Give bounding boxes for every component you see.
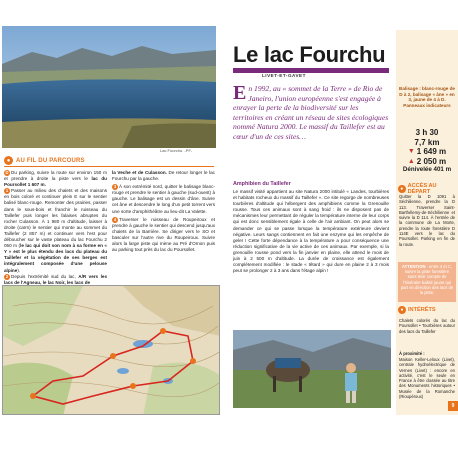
lake-photo	[2, 26, 216, 148]
duration-stat: 3 h 30	[415, 128, 439, 137]
route-step-2-cont: la Veche et de Culasson. De retour longer le lac Fourchu par la gauche.	[112, 170, 215, 182]
intro-paragraph: En 1992, au « sommet de la Terre » de Rio de Janeiro, l'union européenne s'est engagée à enrayer la perte de la biodiversité sur les territoires en créant un réseau de sites écologiques nommé Natura 2000. Le massif du Taillefer est au cœur d'un de ces sites…	[233, 82, 389, 141]
amphibian-text: Le massif visité appartient au site Natura 2000 intitulé « Landes, tourbières et habitats rocheux du massif du Taillefer ». Ce site regorge de nombreuses tourbières d'altitude qui hébergent des amphibiens comme la Grenouille rousse. Tous ces animaux sont à sang froid : ils ne disposent pas de mécanismes leur permettant de réguler la température interne de leur corps qui est donc sensiblement égale à celle de l'air ambiant. On peut alors se demander ce qui se passe lorsque la température extérieure devient négative. Leurs sangs contiennent en fait une enzyme qui les empêche de geler ! Cette forte dépendance à la température a pour conséquence une réduction significative de la vie active de ces animaux. Par exemple, si la grenouille rousse pond vers la fin janvier en plaine, elle attend le mois de juin à 2 500 m d'altitude. La durée de croissance est également complètement modifiée : le stade « têtard » qui dure en plaine 2 à 3 mois peut se prolonger 2 à 3 ans dans l'étage alpin !	[233, 189, 389, 274]
section-heading-route	[4, 156, 85, 165]
route-column-1	[4, 170, 107, 286]
donkey-hike-photo	[233, 330, 391, 408]
high-altitude-stat: ▲ 2 050 m	[407, 156, 447, 166]
topographic-map-image	[3, 286, 220, 415]
section-heading-text: AU FIL DU PARCOURS	[16, 157, 85, 164]
route-step-2: 2 Depuis l'extrémité sud du lac, A/R vers les lacs de l'Agneau, le lac Noir, les lacs de	[4, 273, 107, 285]
route-step-d: D Du parking, suivre la route sur environ 150 m et prendre à droite la piste vers le lac du Poursollet 1 607 m.	[4, 170, 107, 188]
section-divider	[4, 166, 214, 167]
walk-stats	[396, 128, 458, 173]
drop-cap: E	[233, 82, 247, 104]
eye-icon: ●	[398, 306, 406, 314]
low-altitude-stat: ▼ 1 649 m	[407, 147, 447, 156]
access-text: Quitter la D 1091 à Séchilienne, prendre la D 113. Traverser Saint-Barthélemy-de-Séchilienne et suivre la D 114. À l'entrée de la commune de La Morte, prendre la route forestière D 114E vers le lac du Poursollet. Parking en fin de la route.	[399, 194, 455, 247]
step-badge-1: 1	[5, 188, 9, 194]
attention-box: ATTENTION : entre 4 et C, suivre la piste forestière sans tenir compte de l'itinéraire balisé jaune qui part en direction des lacs de la piste.	[398, 262, 456, 302]
footprint-icon: ●	[4, 156, 13, 165]
donkey-hike-image	[233, 330, 391, 408]
arrow-down-icon: ▼	[407, 148, 415, 155]
page-number: 9	[448, 401, 458, 411]
nearby-text: Maison Keller-Leloux (Livet), centrale hydroélectrique de Vernes (Livet) : encore en activité, c'est le seule en France à être classée au titre des Monuments historiques • Musée de la Romanche (Rioupéroux)	[399, 357, 455, 400]
step-badge-d: D	[5, 170, 9, 175]
lake-landscape-image	[2, 26, 216, 148]
access-heading: ● ACCÈS AU DÉPART	[398, 183, 458, 195]
step-badge-2: 2	[5, 273, 9, 279]
arrow-up-icon: ▲	[407, 157, 415, 165]
route-column-2	[112, 170, 215, 253]
interest-heading: ● INTÉRÊTS	[398, 306, 436, 314]
route-step-3: 3 À son extrémité nord, quitter le balisage blanc-rouge et prendre le sentier à gauche (sud-ouest) à gauche. Le balisage est un dessin d'âne. Suivre cet âne et descendre le long d'un petit torrent vers une sorte d'amphithéâtre au lieu-dit La Valette.	[112, 184, 215, 214]
car-icon: ●	[398, 185, 406, 193]
nearby-label: À proximité :	[399, 351, 425, 356]
elevation-stat: Dénivelée 401 m	[402, 166, 452, 173]
commune-name: LIVET-ET-GAVET	[262, 73, 306, 78]
waymark-info: Balisage : blanc-rouge de D à 2, balisage « âne » en 3, jaune de 4 à D. Panneaux indicateurs	[399, 86, 455, 108]
interest-text: Chalets colorés du lac du Poursollet • Tourbières autour des lacs du Taillefer	[399, 318, 455, 334]
photo-caption: Lac Fourchu. -PF-	[160, 148, 193, 153]
step-badge-4: 4	[113, 216, 117, 222]
route-step-4: 4 Traverser le ruisseau de Roupeiroux et prendre à gauche le sentier qui descend jusqu'aux chalets de la Barrière. Se diriger vers le SO et basculer sur l'autre rive du Roupeiroux. Suivre alors la large piste qui mène au Pré d'Ornon puis au parking tout près du lac du Poursollet.	[112, 216, 215, 253]
amphibian-heading: Amphibien du Taillefer	[233, 181, 291, 187]
route-map	[2, 285, 220, 415]
page-title: Le lac Fourchu	[233, 42, 386, 67]
distance-stat: 7,7 km	[414, 137, 440, 147]
title-underline-bar	[233, 68, 389, 73]
step-badge-3: 3	[113, 184, 117, 190]
route-step-1: 1 Passer au milieu des chalets et des maisons en bois coloré et continuer plein E sur le sentier balisé blanc-rouge. Remonter des prairies, passer dans le sous-bois et franchir le ruisseau du Taillefer puis longer les falaises abruptes du rocher Culasson. À 1 980 m d'altitude, laisser à droite (caïrn) le sentier qui monte au sommet du Taillefer (2 857 m) et continuer vers l'est pour déboucher sur le vaste plateau du lac Fourchu 2 050 m (le lac qui doit son nom à sa forme en « Y » est le plus étendu des lacs du plateau du Taillefer et la végétation de ses berges est intégralement composée d'une pelouse alpine).	[4, 188, 107, 273]
